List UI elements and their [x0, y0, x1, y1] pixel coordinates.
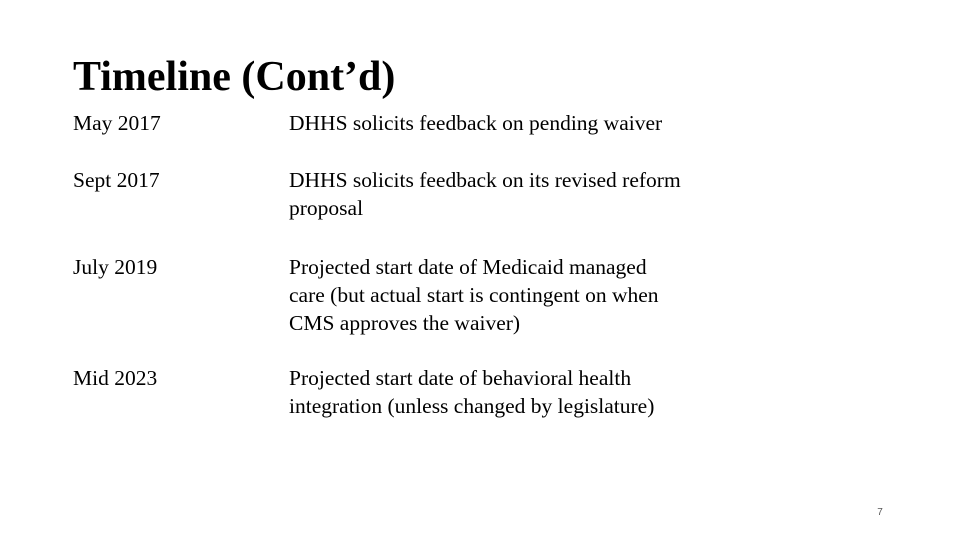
slide-title: Timeline (Cont’d)	[73, 54, 396, 100]
timeline-date: Sept 2017	[73, 168, 160, 192]
timeline-description: Projected start date of Medicaid managed care (but actual start is contingent on when CMS approves the waiver)	[289, 255, 659, 335]
timeline-description: DHHS solicits feedback on pending waiver	[289, 111, 663, 135]
timeline-date: Mid 2023	[73, 366, 158, 390]
timeline-date: July 2019	[73, 255, 158, 279]
timeline-date: May 2017	[73, 111, 161, 135]
timeline-description: DHHS solicits feedback on its revised reform proposal	[289, 168, 681, 220]
page-number: 7	[877, 507, 883, 518]
timeline-description: Projected start date of behavioral health integration (unless changed by legislature)	[289, 366, 655, 418]
